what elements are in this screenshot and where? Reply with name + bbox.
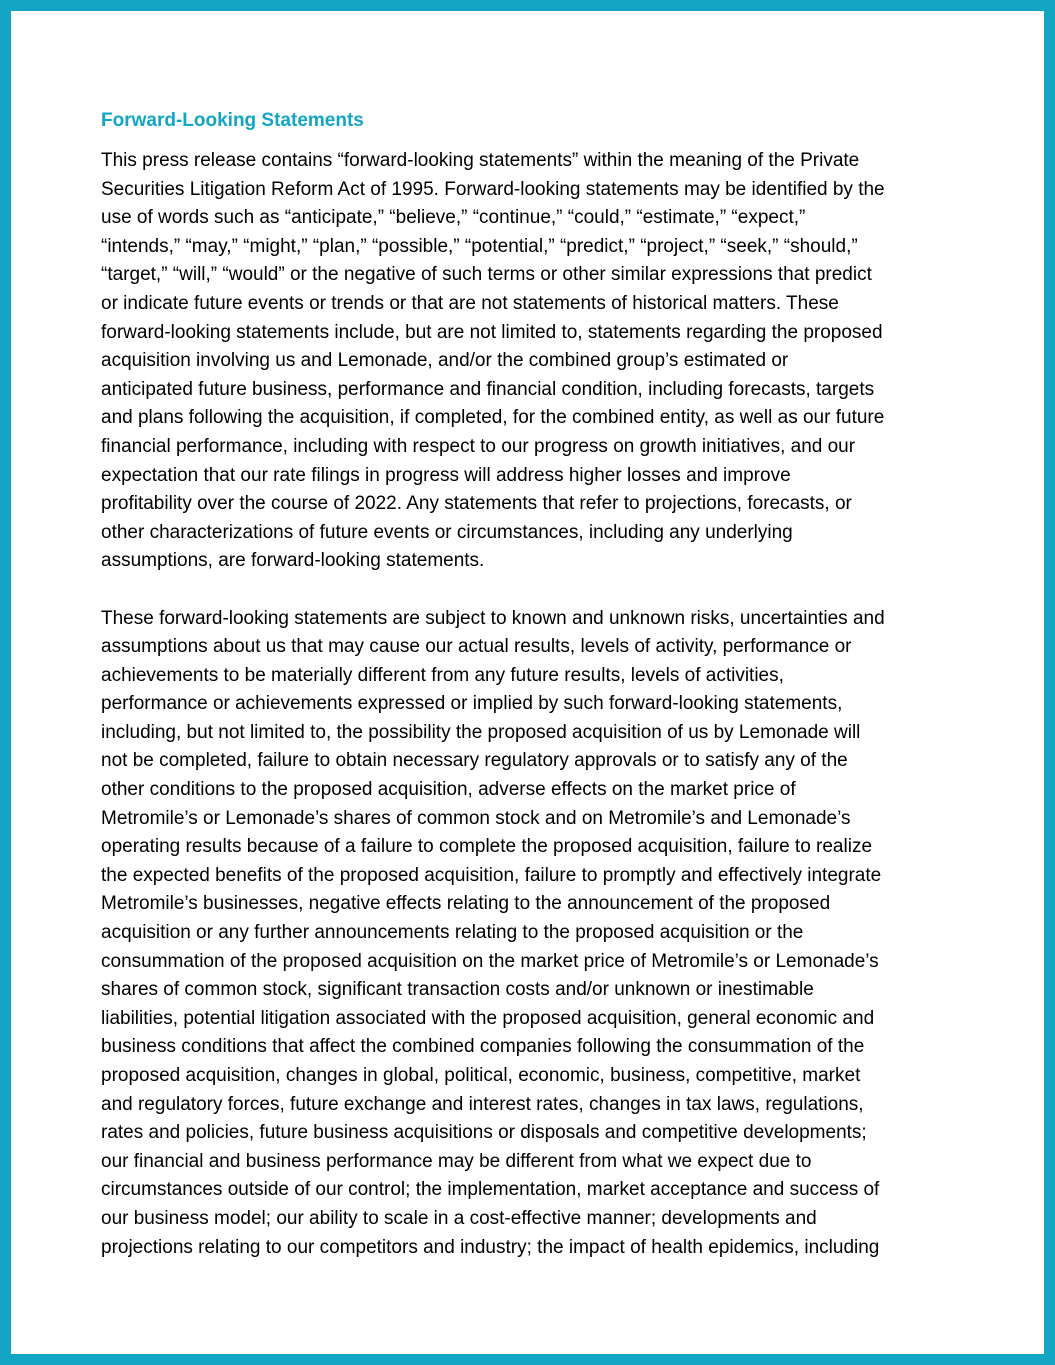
text-line: assumptions, are forward-looking statements. xyxy=(101,550,485,572)
text-line: Securities Litigation Reform Act of 1995. Forward-looking statements may be identified by the xyxy=(101,178,885,200)
text-line: liabilities, potential litigation associated with the proposed acquisition, general economic and xyxy=(101,1007,875,1029)
text-line: These forward-looking statements are subject to known and unknown risks, uncertainties and xyxy=(101,607,885,629)
text-line: including, but not limited to, the possibility the proposed acquisition of us by Lemonade will xyxy=(101,721,861,743)
text-line: rates and policies, future business acquisitions or disposals and competitive developments; xyxy=(101,1122,867,1144)
text-line: other conditions to the proposed acquisition, adverse effects on the market price of xyxy=(101,779,796,801)
text-line: circumstances outside of our control; the implementation, market acceptance and success of xyxy=(101,1179,880,1201)
text-line: assumptions about us that may cause our actual results, levels of activity, performance or xyxy=(101,636,852,658)
paragraph-risk-factors xyxy=(101,605,971,1263)
text-line: and plans following the acquisition, if completed, for the combined entity, as well as our future xyxy=(101,407,885,429)
text-line: not be completed, failure to obtain necessary regulatory approvals or to satisfy any of the xyxy=(101,750,848,772)
text-line: financial performance, including with respect to our progress on growth initiatives, and our xyxy=(101,435,856,457)
text-line: “target,” “will,” “would” or the negative of such terms or other similar expressions that predict xyxy=(101,264,872,286)
text-line: Metromile’s or Lemonade’s shares of common stock and on Metromile’s and Lemonade’s xyxy=(101,807,851,829)
text-line: the expected benefits of the proposed acquisition, failure to promptly and effectively integrate xyxy=(101,864,882,886)
paragraph-spacer xyxy=(101,576,971,605)
text-line: profitability over the course of 2022. Any statements that refer to projections, forecasts, or xyxy=(101,493,852,515)
text-line: acquisition or any further announcements relating to the proposed acquisition or the xyxy=(101,922,804,944)
text-line: our business model; our ability to scale in a cost-effective manner; developments and xyxy=(101,1207,817,1229)
text-line: proposed acquisition, changes in global, political, economic, business, competitive, market xyxy=(101,1065,861,1086)
text-line: shares of common stock, significant transaction costs and/or unknown or inestimable xyxy=(101,979,814,1001)
text-line: other characterizations of future events or circumstances, including any underlying xyxy=(101,521,793,543)
paragraph-forward-looking-intro xyxy=(101,147,971,576)
document-content xyxy=(101,107,971,1262)
text-line: our financial and business performance may be different from what we expect due to xyxy=(101,1150,812,1172)
text-line: Metromile’s businesses, negative effects relating to the announcement of the proposed xyxy=(101,893,831,915)
text-line: acquisition involving us and Lemonade, and/or the combined group’s estimated or xyxy=(101,350,789,372)
text-line: projections relating to our competitors and industry; the impact of health epidemics, including xyxy=(101,1236,880,1258)
text-line: performance or achievements expressed or implied by such forward-looking statements, xyxy=(101,693,843,715)
text-line: consummation of the proposed acquisition on the market price of Metromile’s or Lemonade’s xyxy=(101,950,879,972)
text-line: business conditions that affect the combined companies following the consummation of the xyxy=(101,1036,865,1058)
section-heading: Forward-Looking Statements xyxy=(101,110,364,131)
text-line: and regulatory forces, future exchange and interest rates, changes in tax laws, regulations, xyxy=(101,1093,864,1115)
text-line: This press release contains “forward-looking statements” within the meaning of the Private xyxy=(101,150,860,171)
text-line: forward-looking statements include, but are not limited to, statements regarding the proposed xyxy=(101,321,883,343)
text-line: use of words such as “anticipate,” “believe,” “continue,” “could,” “estimate,” “expect,” xyxy=(101,207,806,229)
text-line: “intends,” “may,” “might,” “plan,” “possible,” “potential,” “predict,” “project,” “seek,” “should,” xyxy=(101,235,858,257)
text-line: achievements to be materially different from any future results, levels of activities, xyxy=(101,664,784,686)
text-line: expectation that our rate filings in progress will address higher losses and improve xyxy=(101,464,791,486)
text-line: anticipated future business, performance and financial condition, including forecasts, targets xyxy=(101,378,875,400)
text-line: operating results because of a failure to complete the proposed acquisition, failure to realize xyxy=(101,836,873,858)
text-line: or indicate future events or trends or that are not statements of historical matters. These xyxy=(101,292,839,314)
